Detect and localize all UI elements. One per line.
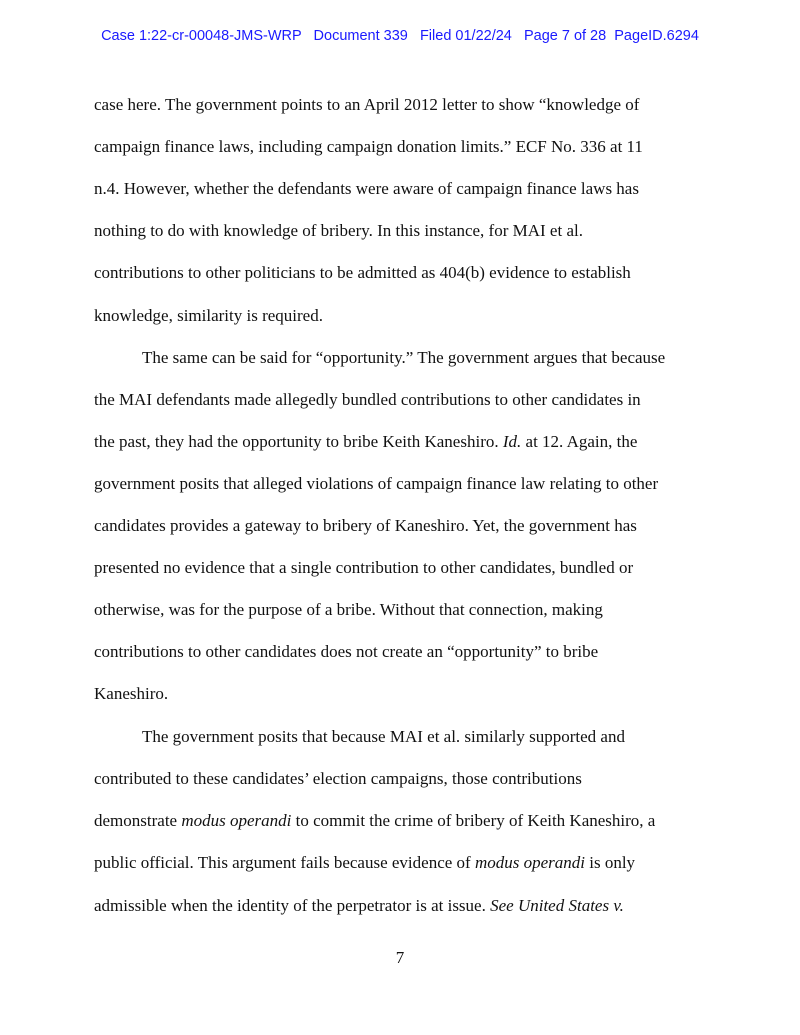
body-line: contributions to other candidates does not create an “opportunity” to bribe	[94, 642, 599, 661]
case-header	[0, 28, 800, 44]
body-line: case here. The government points to an April 2012 letter to show “knowledge of	[94, 95, 640, 114]
body-line: candidates provides a gateway to bribery of Kaneshiro. Yet, the government has	[94, 516, 637, 535]
filed-date: Filed 01/22/24	[419, 28, 512, 44]
body-line: the MAI defendants made allegedly bundled contributions to other candidates in	[94, 390, 641, 409]
body-line	[94, 811, 655, 831]
case-number: Case 1:22-cr-00048-JMS-WRP	[101, 28, 302, 44]
citation-italic: See United States v.	[490, 896, 624, 915]
body-line: n.4. However, whether the defendants were aware of campaign finance laws has	[94, 179, 639, 198]
body-line: contributions to other politicians to be admitted as 404(b) evidence to establish	[94, 263, 631, 282]
body-text: is only	[589, 853, 636, 872]
body-line: presented no evidence that a single contribution to other candidates, bundled or	[94, 558, 634, 577]
body-text: demonstrate	[94, 811, 178, 830]
body-text: public official. This argument fails because evidence of	[94, 853, 471, 872]
body-text: admissible when the identity of the perpetrator is at issue.	[94, 896, 486, 915]
body-line: The same can be said for “opportunity.” The government argues that because	[142, 348, 666, 367]
body-text: at 12. Again, the	[525, 432, 638, 451]
body-line	[94, 896, 624, 916]
document-number: Document 339	[313, 28, 408, 44]
body-text: the past, they had the opportunity to bribe Keith Kaneshiro.	[94, 432, 499, 451]
body-line: otherwise, was for the purpose of a bribe. Without that connection, making	[94, 600, 603, 619]
page-id: PageID.6294	[614, 28, 699, 44]
italic-term: modus operandi	[474, 853, 585, 872]
body-line	[94, 853, 635, 873]
page-number: 7	[395, 948, 405, 967]
body-line	[94, 432, 637, 452]
citation-id: Id.	[502, 432, 522, 451]
body-line: campaign finance laws, including campaign donation limits.” ECF No. 336 at 11	[94, 137, 643, 156]
body-line: nothing to do with knowledge of bribery. In this instance, for MAI et al.	[94, 221, 583, 240]
body-line: contributed to these candidates’ election campaigns, those contributions	[94, 769, 582, 788]
page-of: Page 7 of 28	[523, 28, 607, 44]
body-line: The government posits that because MAI et al. similarly supported and	[142, 727, 625, 746]
body-text: to commit the crime of bribery of Keith Kaneshiro, a	[295, 811, 656, 830]
body-line: government posits that alleged violations of campaign finance law relating to other	[94, 474, 659, 493]
italic-term: modus operandi	[181, 811, 292, 830]
body-line: knowledge, similarity is required.	[94, 306, 323, 325]
body-line: Kaneshiro.	[94, 684, 169, 703]
